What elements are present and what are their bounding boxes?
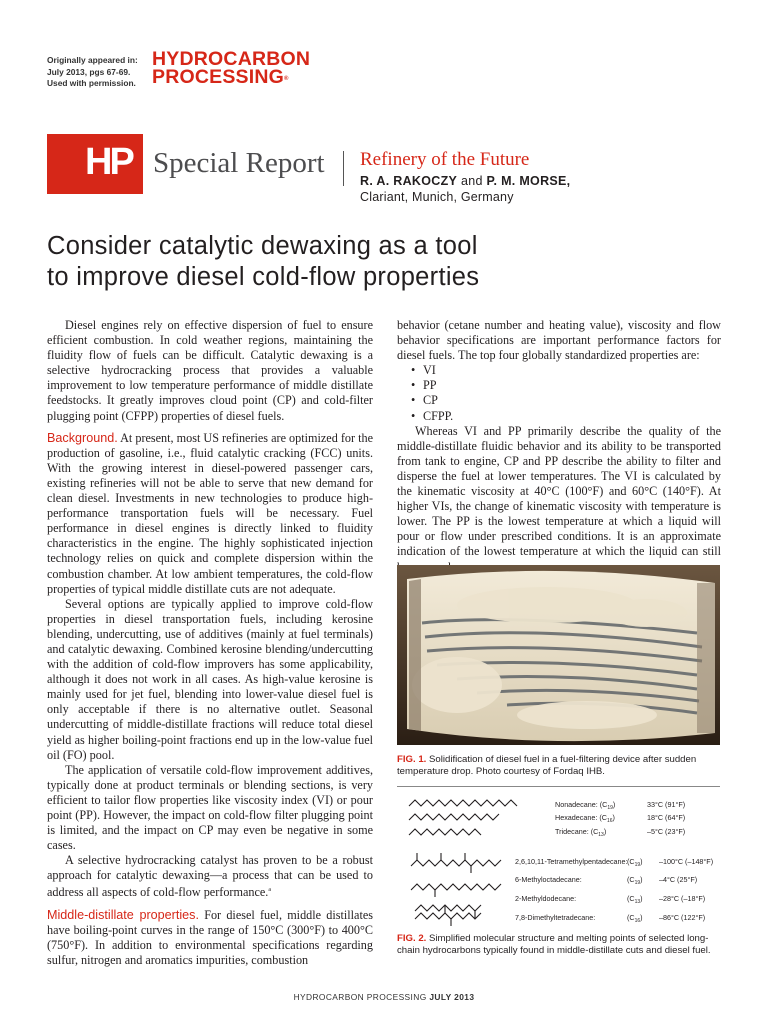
author-2: P. M. MORSE, bbox=[486, 174, 571, 188]
melting-point: –100°C (–148°F) bbox=[659, 857, 714, 866]
property-list bbox=[411, 363, 721, 423]
melting-point: 33°C (91°F) bbox=[647, 800, 686, 809]
melting-point: –28°C (–18°F) bbox=[659, 894, 706, 903]
fig2-top-rule bbox=[397, 786, 720, 787]
catalyst-text: A selective hydrocracking catalyst has proven to be a robust approach for catalytic dewaxing—a process that can be used to address all aspects of cold-flow performance. bbox=[47, 853, 373, 900]
hp-badge bbox=[47, 134, 143, 194]
hp-badge-text: HP bbox=[85, 141, 132, 183]
article-title bbox=[47, 231, 737, 293]
fig2-caption-text: Simplified molecular structure and melting points of selected long-chain hydrocarbons typically found in middle-distillate cuts and diesel fuel. bbox=[397, 933, 711, 957]
fig2-caption bbox=[397, 933, 721, 957]
heading-background: Background. bbox=[47, 430, 118, 445]
section-title: Refinery of the Future bbox=[360, 149, 530, 170]
carbon-count: $(C_{13})$ bbox=[627, 894, 643, 905]
footer-journal: HYDROCARBON PROCESSING bbox=[293, 992, 430, 1002]
title-line-1: Consider catalytic dewaxing as a tool bbox=[47, 232, 478, 260]
list-item: • VI bbox=[411, 363, 721, 378]
footer-issue: JULY 2013 bbox=[429, 992, 475, 1002]
hydrocarbon-processing-logo bbox=[152, 50, 326, 86]
orig-line-1: Originally appeared in: bbox=[47, 55, 138, 65]
linear-name: Hexadecane: $(C_{16})$ bbox=[555, 813, 615, 824]
tridecane-structure bbox=[409, 829, 481, 835]
linear-name: Nonadecane: $(C_{19})$ bbox=[555, 800, 616, 811]
special-report-label: Special Report bbox=[153, 147, 325, 179]
fig2-label: FIG. 2. bbox=[397, 933, 427, 944]
melting-point: 18°C (64°F) bbox=[647, 813, 686, 822]
affiliation: Clariant, Munich, Germany bbox=[360, 190, 514, 204]
right-column bbox=[397, 318, 721, 575]
fig1-caption-text: Solidification of diesel fuel in a fuel-filtering device after sudden temperature drop. Photo courtesy of Fordaq IHB. bbox=[397, 754, 697, 778]
carbon-count: $(C_{19})$ bbox=[627, 875, 643, 886]
registered-mark: ® bbox=[284, 76, 289, 82]
fig1-photo-fuel-filter bbox=[397, 565, 720, 745]
intro-paragraph: Diesel engines rely on effective dispersion of fuel to ensure efficient combustion. In cold weather regions, maintaining the fluidity flow of fuels can be difficult. Catalytic dewaxing is a selective hydrocracking process that provides a valuable improvement to low temperature performance of middle distillate feedstocks. It greatly improves cloud point (CP) and cold-filter plugging point (CFPP) properties of diesel fuels. bbox=[47, 318, 373, 423]
author-1: R. A. RAKOCZY bbox=[360, 174, 458, 188]
options-paragraph: Several options are typically applied to improve cold-flow properties in diesel transportation fuels, including kerosine blending, undercutting, use of additives (mainly at fuel terminals) and catalytic dewaxing. Combined kerosine blending/undercutting with the addition of cold-flow improvers has some applicability, although it does not work in all cases. As high-value kerosine is mainly used for jet fuel, blending into lower-value diesel fuel is only acceptable if there is no alternative outlet. Seasonal undercutting of middle-distillate fractions will reduce total diesel yield as higher boiling-point fractions end up in the low-value fuel oil (FO) pool. bbox=[47, 596, 373, 762]
list-item: • CFPP. bbox=[411, 409, 721, 424]
branched-name: 6-Methyloctadecane: bbox=[515, 875, 582, 884]
list-item: • CP bbox=[411, 393, 721, 408]
page-footer bbox=[0, 992, 768, 1002]
list-item: • PP bbox=[411, 378, 721, 393]
linear-name: Tridecane: $(C_{13})$ bbox=[555, 827, 607, 838]
carbon-count: $(C_{16})$ bbox=[627, 913, 643, 924]
middle-distillate-text: For diesel fuel, middle distillates have boiling-point curves in the range of 150°C (300°F) to 400°C (750°F). In addition to environmental specifications regarding sulfur, nitrogen and aromatics impurities, combustion bbox=[47, 907, 373, 967]
branched-name: 2,6,10,11-Tetramethylpentadecane: bbox=[515, 857, 628, 866]
title-line-2: to improve diesel cold-flow properties bbox=[47, 263, 480, 291]
melting-point: –86°C (122°F) bbox=[659, 913, 706, 922]
melting-point: –4°C (25°F) bbox=[659, 875, 698, 884]
background-paragraph bbox=[47, 431, 373, 597]
background-text: At present, most US refineries are optimized for the production of gasoline, i.e., fluid catalytic cracking (FCC) units. With the growing interest in diesel-powered passenger cars, existing refineries will not be able to serve that new demand for clean diesel. Investments in new technologies to produce high-performance transportation fuels will be necessary. Fuel performance in diesel engines is directly linked to fluidity characteristics in the engine. The highly sophisticated injection technology relies on quick and complete dispersion within the combustion chamber. At low ambient temperatures, the cold-flow properties of typical middle distillate cuts are not adequate. bbox=[47, 430, 373, 596]
logo-line-1: HYDROCARBON bbox=[152, 48, 311, 70]
additives-paragraph: The application of versatile cold-flow improvement additives, typically done at product terminals or blending sections, is very efficient to tailor flow properties like viscosity index (VI) or pour point (PP). However, the impact on cold-flow filter plugging point is limited, and the impact on CP may even be negative in some cases. bbox=[47, 762, 373, 853]
author-and: and bbox=[457, 174, 487, 188]
fig1-label: FIG. 1. bbox=[397, 754, 427, 765]
carbon-count: $(C_{19})$ bbox=[627, 857, 643, 868]
branched-name: 7,8-Dimethyltetradecane: bbox=[515, 913, 596, 922]
fig2-molecular-structures bbox=[397, 790, 720, 930]
logo-line-2: PROCESSING bbox=[152, 66, 285, 88]
fig1-caption bbox=[397, 754, 721, 778]
authors bbox=[360, 174, 570, 189]
middle-distillate-paragraph bbox=[47, 908, 373, 968]
orig-line-2: July 2013, pgs 67-69. bbox=[47, 66, 131, 77]
orig-line-3: Used with permission. bbox=[47, 78, 136, 88]
hexadecane-structure bbox=[409, 814, 499, 820]
continued-paragraph: behavior (cetane number and heating value), viscosity and flow behavior specifications are important performance factors for diesel fuels. The top four globally standardized properties are: bbox=[397, 318, 721, 363]
left-column bbox=[47, 318, 373, 968]
melting-point: –5°C (23°F) bbox=[647, 827, 686, 836]
original-publication-note bbox=[47, 55, 147, 90]
catalyst-paragraph bbox=[47, 853, 373, 900]
branched-name: 2-Methyldodecane: bbox=[515, 894, 577, 903]
properties-paragraph: Whereas VI and PP primarily describe the quality of the middle-distillate fluidic behavior and its ability to be transported from tank to engine, CP and PP describe the ability to filter and disperse the fuel at lower temperatures. The VI is calculated by the kinematic viscosity at 40°C (100°F) and 60°C (140°F). At higher VIs, the change of kinematic viscosity with temperature is lower. The PP is the lowest temperature at which a liquid will pour or flow under prescribed conditions. It is an approximate indication of the lowest temperature at which the liquid can still bbox=[397, 423, 721, 559]
methyloctadecane-structure bbox=[411, 884, 501, 897]
heading-middle-distillate: Middle-distillate properties. bbox=[47, 907, 199, 922]
fuel-filter-illustration bbox=[397, 565, 720, 745]
header-divider bbox=[343, 151, 344, 186]
tetramethylpentadecane-structure bbox=[411, 853, 501, 873]
reference-mark: a bbox=[268, 887, 271, 894]
nonadecane-structure bbox=[409, 800, 517, 806]
